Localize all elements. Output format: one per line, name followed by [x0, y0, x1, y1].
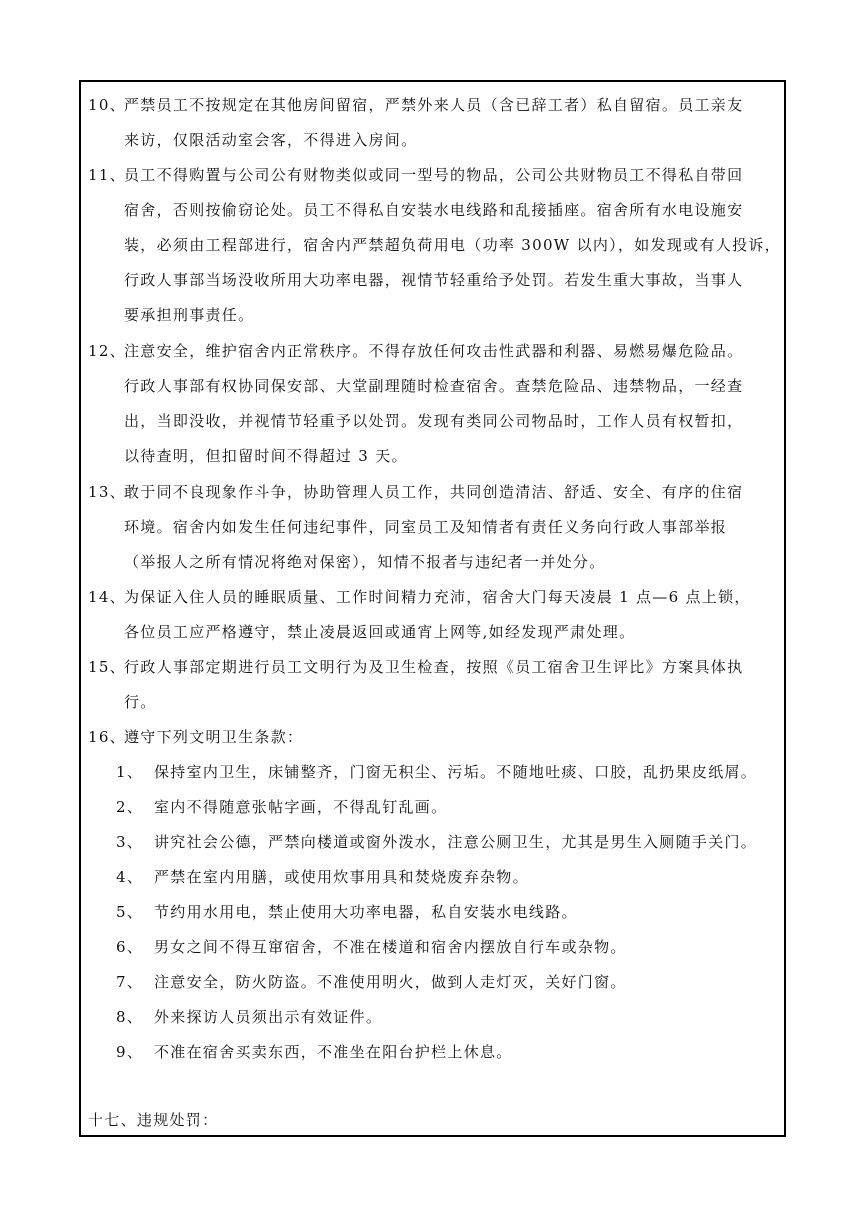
clause-text: 为保证入住人员的睡眠质量、工作时间精力充沛，宿舍大门每天凌晨 1 点—6 点上锁，	[124, 588, 751, 606]
clause-number: 16、	[88, 728, 126, 746]
clause-number: 10、	[88, 96, 126, 114]
subclause-number: 8、	[116, 1008, 144, 1026]
subclause-text: 不准在宿舍买卖东西，不准坐在阳台护栏上休息。	[154, 1043, 513, 1061]
clause-text: 行政人事部定期进行员工文明行为及卫生检查，按照《员工宿舍卫生评比》方案具体执	[124, 658, 744, 676]
clause-text: 员工不得购置与公司公有财物类似或同一型号的物品，公司公共财物员工不得私自带回	[124, 166, 744, 184]
subclause-text: 严禁在室内用膳，或使用炊事用具和焚烧废弃杂物。	[154, 868, 529, 886]
subclause-text: 讲究社会公德，严禁向楼道或窗外泼水，注意公厕卫生，尤其是男生入厕随手关门。	[154, 833, 758, 851]
clause-text: 要承担刑事责任。	[124, 306, 255, 324]
subclause-number: 3、	[116, 833, 144, 851]
clause-text: 行政人事部有权协同保安部、大堂副理随时检查宿舍。查禁危险品、违禁物品，一经查	[124, 377, 744, 395]
subclause-text: 注意安全，防火防盗。不准使用明火，做到人走灯灭，关好门窗。	[154, 973, 627, 991]
subclause-text: 外来探访人员须出示有效证件。	[154, 1008, 383, 1026]
clause-text: 各位员工应严格遵守，禁止凌晨返回或通宵上网等,如经发现严肃处理。	[124, 623, 636, 641]
subclause-number: 2、	[116, 798, 144, 816]
clause-text: 装，必须由工程部进行，宿舍内严禁超负荷用电（功率 300W 以内），如发现或有人投诉，	[124, 236, 781, 254]
clause-number: 13、	[88, 483, 126, 501]
clause-number: 14、	[88, 588, 126, 606]
clause-text: 注意安全，维护宿舍内正常秩序。不得存放任何攻击性武器和利器、易燃易爆危险品。	[124, 342, 744, 360]
clause-text: 出，当即没收，并视情节轻重予以处罚。发现有类同公司物品时，工作人员有权暂扣，	[124, 412, 744, 430]
clause-text: 来访，仅限活动室会客，不得进入房间。	[124, 131, 418, 149]
clause-text: 环境。宿舍内如发生任何违纪事件，同室员工及知情者有责任义务向行政人事部举报	[124, 518, 728, 536]
clause-text: （举报人之所有情况将绝对保密），知情不报者与违纪者一并处分。	[124, 553, 606, 571]
subclause-number: 5、	[116, 903, 144, 921]
subclause-number: 4、	[116, 868, 144, 886]
subclause-text: 男女之间不得互窜宿舍，不准在楼道和宿舍内摆放自行车或杂物。	[154, 938, 627, 956]
subclause-number: 1、	[116, 763, 144, 781]
clause-number: 11、	[88, 166, 126, 184]
subclause-text: 保持室内卫生，床铺整齐，门窗无积尘、污垢。不随地吐痰、口胶，乱扔果皮纸屑。	[154, 763, 758, 781]
clause-text: 行政人事部当场没收所用大功率电器，视情节轻重给予处罚。若发生重大事故，当事人	[124, 271, 744, 289]
clause-text: 以待查明，但扣留时间不得超过 3 天。	[124, 447, 408, 465]
clause-text: 敢于同不良现象作斗争，协助管理人员工作，共同创造清洁、舒适、安全、有序的住宿	[124, 483, 744, 501]
clause-number: 15、	[88, 658, 126, 676]
clause-text: 行。	[124, 693, 157, 711]
clause-text: 严禁员工不按规定在其他房间留宿，严禁外来人员（含已辞工者）私自留宿。员工亲友	[124, 96, 744, 114]
subclause-number: 9、	[116, 1043, 144, 1061]
subclause-text: 室内不得随意张帖字画，不得乱钉乱画。	[154, 798, 448, 816]
subclause-number: 6、	[116, 938, 144, 956]
subclause-text: 节约用水用电，禁止使用大功率电器，私自安装水电线路。	[154, 903, 578, 921]
clause-number: 12、	[88, 342, 126, 360]
clause-text: 遵守下列文明卫生条款：	[124, 728, 304, 746]
section-title: 十七、违规处罚：	[88, 1111, 219, 1129]
clause-text: 宿舍，否则按偷窃论处。员工不得私自安装水电线路和乱接插座。宿舍所有水电设施安	[124, 201, 744, 219]
subclause-number: 7、	[116, 973, 144, 991]
